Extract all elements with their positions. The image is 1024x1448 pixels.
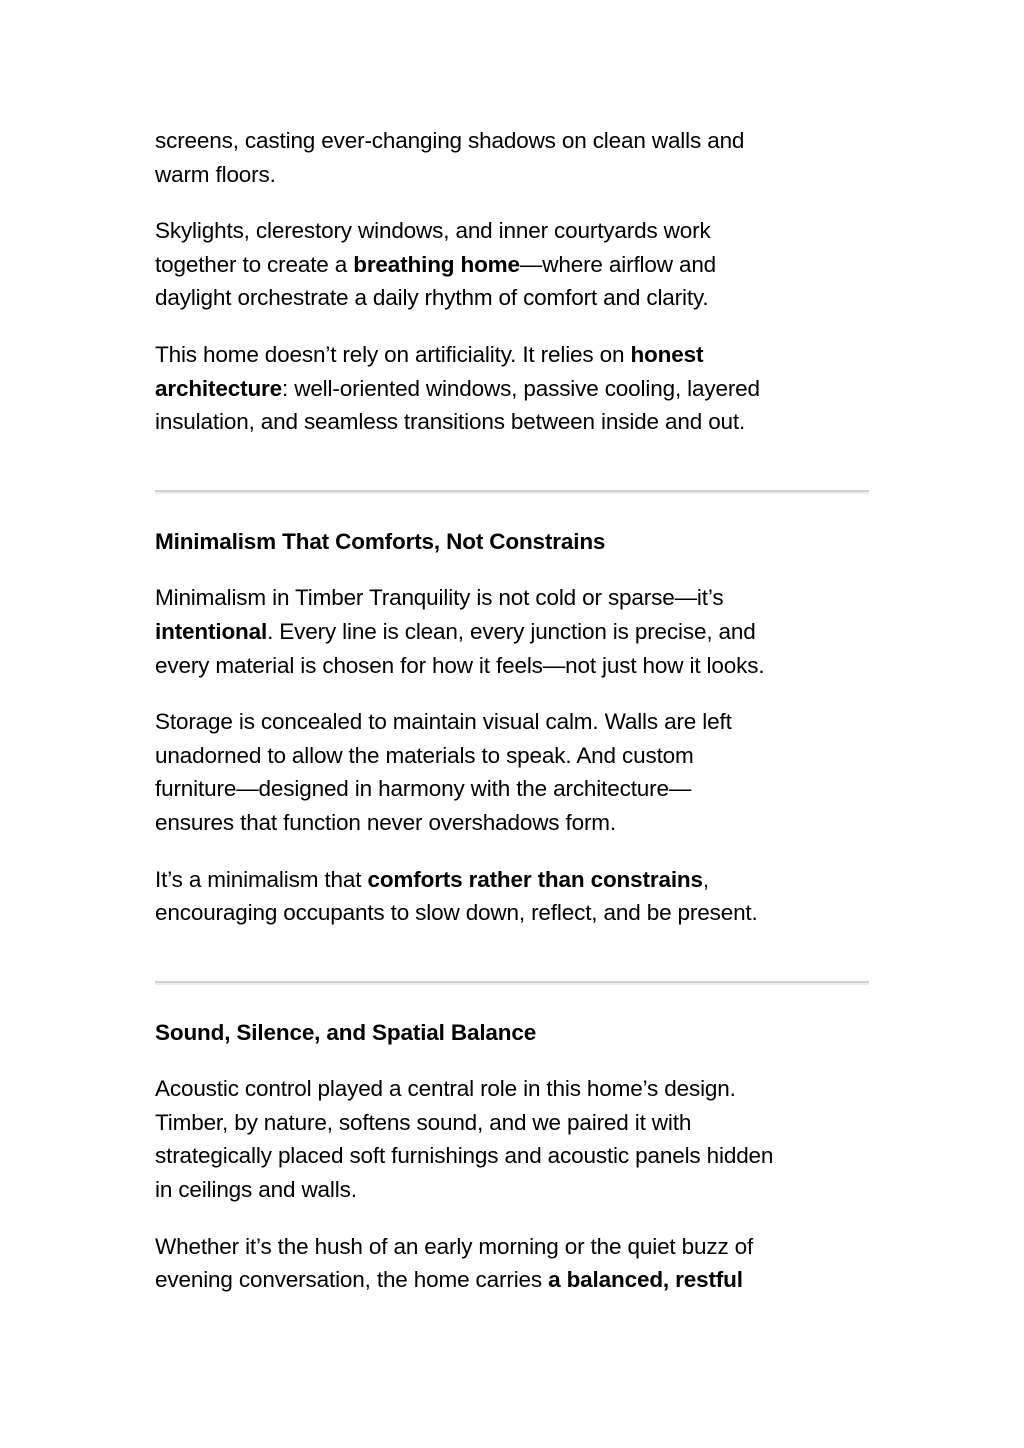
text-run: Skylights, clerestory windows, and inner courtyards work together to create a: [155, 218, 711, 277]
document-page: [155, 124, 869, 1320]
bold-text-breathing-home: breathing home: [353, 251, 520, 277]
text-run: : well-oriented windows, passive cooling, layered insulation, and seamless transitions between inside and out.: [155, 375, 760, 435]
paragraph-comforts: [155, 863, 869, 930]
section-heading-sound: Sound, Silence, and Spatial Balance: [155, 1019, 537, 1045]
paragraph-honest-architecture: [155, 338, 869, 439]
paragraph-acoustic: Acoustic control played a central role in this home’s design. Timber, by nature, softens sound, and we paired it with strategically placed soft furnishings and acoustic panels hidden in ceilings and walls.: [155, 1076, 774, 1203]
paragraph-whether: [155, 1230, 869, 1297]
text-run: This home doesn’t rely on artificiality. It relies on: [155, 341, 631, 367]
bold-text-comforts: comforts rather than constrains: [367, 866, 703, 892]
text-run: Minimalism in Timber Tranquility is not cold or sparse—it’s: [155, 585, 724, 611]
section-divider: [155, 490, 869, 494]
bold-text-balanced-restful: a balanced, restful: [548, 1267, 743, 1293]
paragraph-minimalism-intentional: [155, 581, 869, 682]
bold-text-intentional: intentional: [155, 618, 268, 644]
section-divider: [155, 981, 869, 985]
text-run: —where airflow and daylight orchestrate a daily rhythm of comfort and clarity.: [155, 251, 717, 311]
text-run: It’s a minimalism that: [155, 866, 368, 892]
paragraph-storage: Storage is concealed to maintain visual calm. Walls are left unadorned to allow the materials to speak. And custom furniture—designed in harmony with the architecture— ensures that function never overshadows form.: [155, 709, 732, 835]
text-run: Whether it’s the hush of an early morning or the quiet buzz of evening conversation, the home carries: [155, 1233, 754, 1293]
bold-text-honest-architecture: honest architecture: [155, 341, 704, 401]
section-heading-minimalism: Minimalism That Comforts, Not Constrains: [155, 528, 606, 554]
text-run: , encouraging occupants to slow down, reflect, and be present.: [155, 866, 758, 926]
paragraph-screens: screens, casting ever-changing shadows on clean walls and warm floors.: [155, 128, 745, 187]
text-run: . Every line is clean, every junction is precise, and every material is chosen for how it feels—not just how it looks.: [155, 618, 765, 678]
paragraph-skylights: [155, 214, 869, 315]
